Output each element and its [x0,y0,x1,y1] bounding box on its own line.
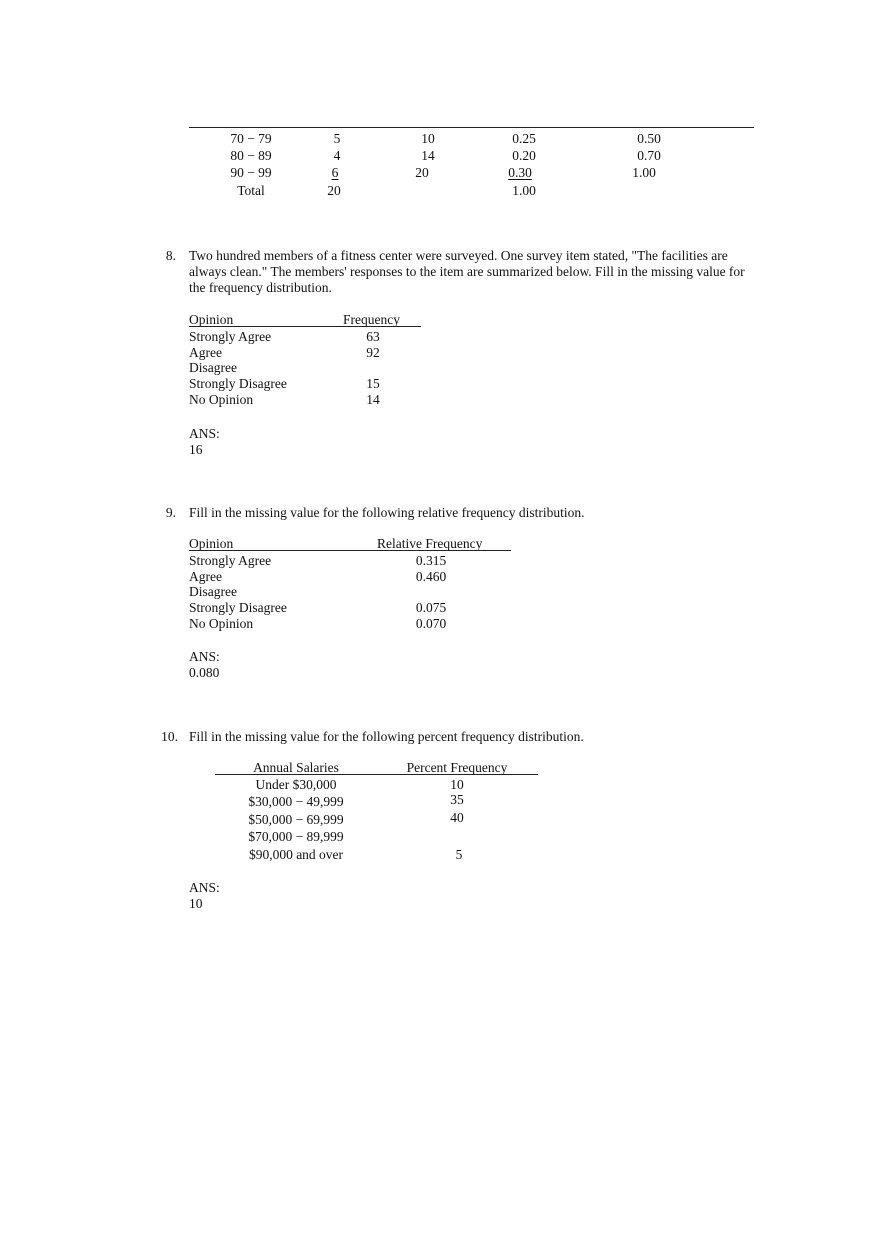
table-row-rel-freq: 0.30 [508,165,532,180]
column-header-percent-frequency: Percent Frequency [406,760,508,775]
list-item-label: Disagree [189,360,237,375]
column-header-opinion: Opinion [189,536,234,551]
question-number: 9. [165,505,176,520]
list-item-value: 0.315 [415,553,447,568]
list-item-label: $30,000 − 49,999 [248,794,344,809]
list-item-value: 0.460 [415,569,447,584]
question-text: Fill in the missing value for the following relative frequency distribution. [189,505,585,520]
question-text: Two hundred members of a fitness center were surveyed. One survey item stated, "The facilities are always clean." The members' responses to the item are summarized below. Fill in the missing value for the frequency distribution. [189,248,745,295]
list-item-value: 40 [450,810,464,825]
list-item-label: Strongly Agree [189,553,272,568]
answer-label: ANS: [189,649,220,664]
answer-value: 10 [189,896,203,911]
table-row-class: 90 − 99 [230,165,272,180]
list-item-label: Strongly Agree [189,329,272,344]
table-row-cum-rel: 0.70 [637,148,661,163]
table-row-class: 80 − 89 [230,148,272,163]
question-number: 10. [161,729,178,744]
list-item-label: Agree [189,345,222,360]
list-item-value: 0.070 [415,616,447,631]
header-rule [215,774,538,775]
list-item-label: Strongly Disagree [189,600,287,615]
question-text: Fill in the missing value for the following percent frequency distribution. [189,729,584,744]
list-item-value: 92 [366,345,380,360]
answer-label: ANS: [189,426,220,441]
list-item-label: Disagree [189,584,237,599]
table-total-rel: 1.00 [512,183,536,198]
column-header-annual-salaries: Annual Salaries [253,760,339,775]
column-header-frequency: Frequency [343,312,400,327]
question-number: 8. [165,248,176,263]
table-row-cum-rel: 0.50 [637,131,661,146]
list-item-label: Under $30,000 [255,777,337,792]
list-item-label: Agree [189,569,222,584]
answer-value: 0.080 [189,665,220,680]
table-row-rel-freq: 0.20 [512,148,536,163]
top-table-rule [189,127,754,128]
header-rule [189,326,421,327]
table-row-cum-rel: 1.00 [632,165,656,180]
table-row-rel-freq: 0.25 [512,131,536,146]
list-item-value: 14 [366,392,380,407]
table-row-cum-freq: 14 [421,148,435,163]
table-total-freq: 20 [327,183,341,198]
column-header-opinion: Opinion [189,312,234,327]
list-item-label: Strongly Disagree [189,376,287,391]
list-item-label: $50,000 − 69,999 [248,812,344,827]
list-item-label: $90,000 and over [248,847,344,862]
list-item-label: No Opinion [189,616,254,631]
table-row-freq: 6 [331,165,339,180]
answer-value: 16 [189,442,203,457]
header-rule [189,550,511,551]
list-item-value: 5 [455,847,463,862]
answer-label: ANS: [189,880,220,895]
table-total-label: Total [237,183,265,198]
table-row-cum-freq: 10 [421,131,435,146]
table-row-cum-freq: 20 [415,165,429,180]
table-row-freq: 5 [333,131,341,146]
list-item-value: 0.075 [415,600,447,615]
list-item-value: 35 [450,792,464,807]
column-header-relative-frequency: Relative Frequency [377,536,483,551]
list-item-value: 15 [366,376,380,391]
table-row-freq: 4 [333,148,341,163]
list-item-value: 63 [366,329,380,344]
list-item-value: 10 [450,777,464,792]
list-item-label: No Opinion [189,392,254,407]
list-item-label: $70,000 − 89,999 [248,829,344,844]
table-row-class: 70 − 79 [230,131,272,146]
